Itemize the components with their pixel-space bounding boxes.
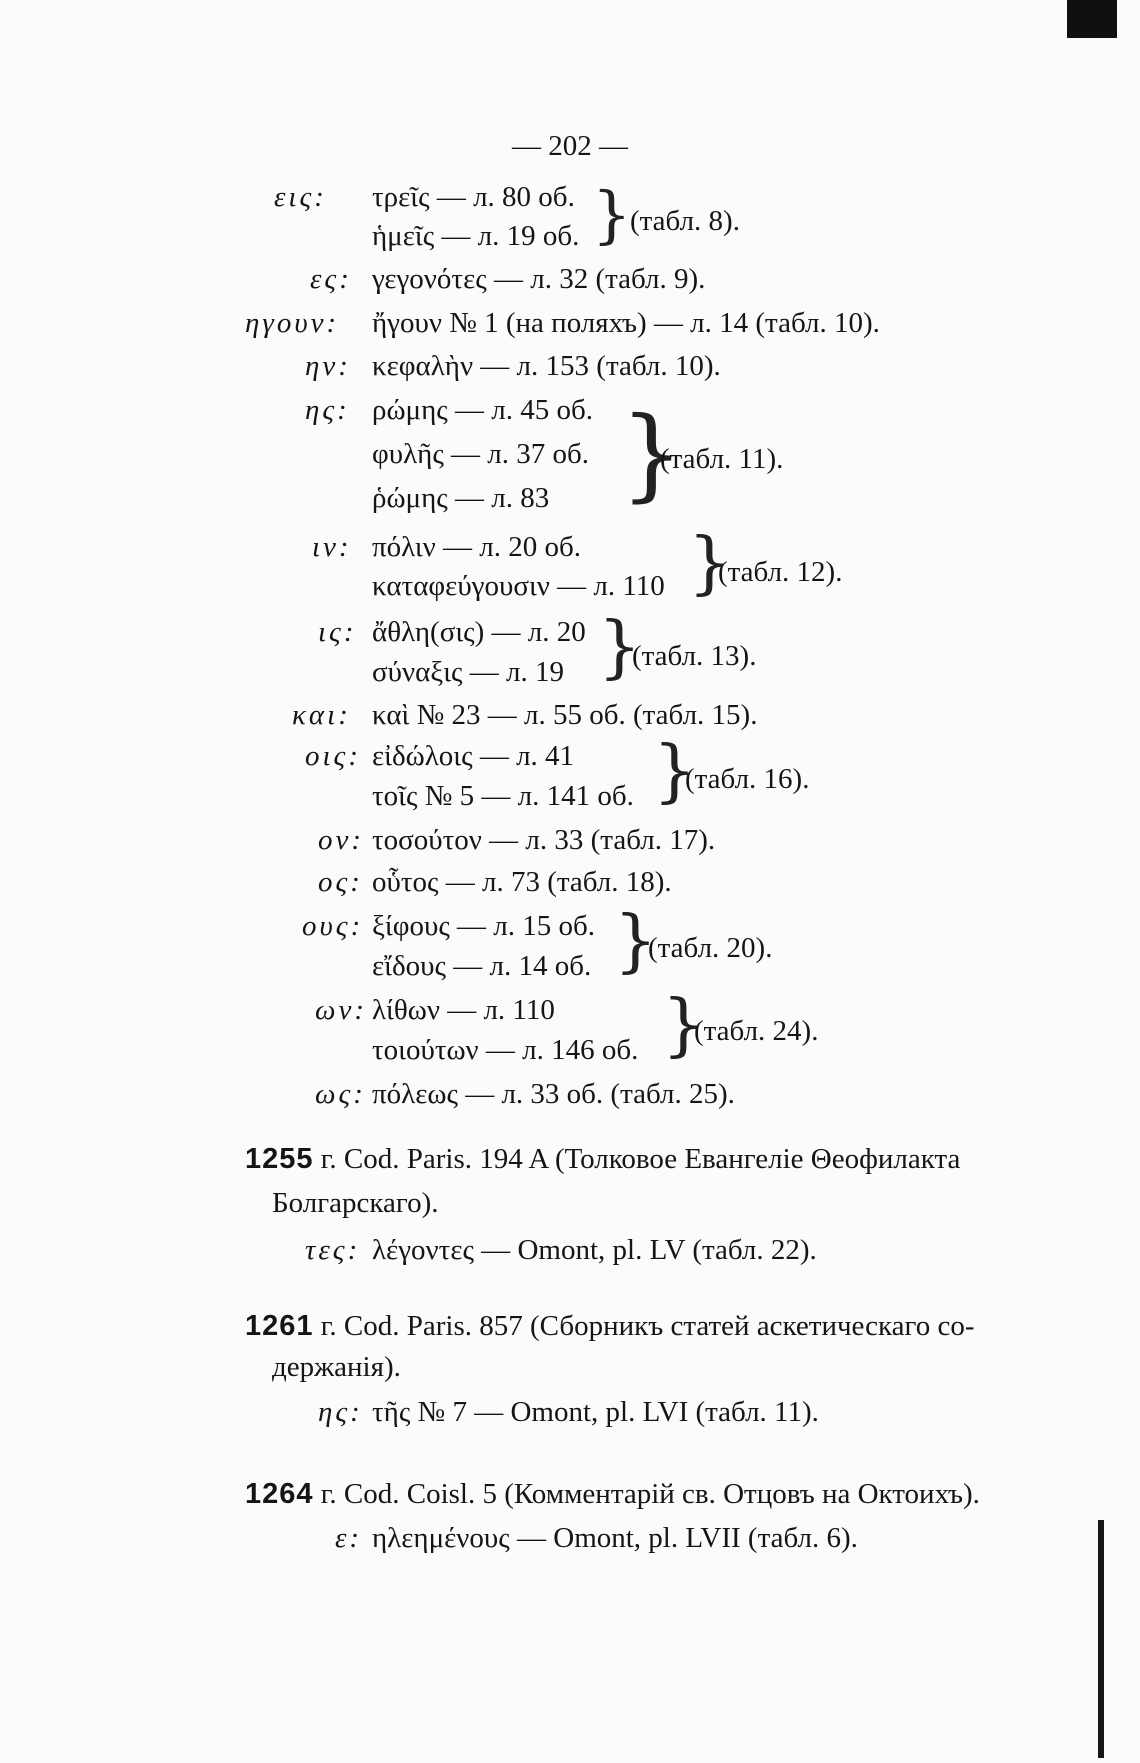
entry-line: σύναξις — л. 19	[372, 656, 564, 688]
entry-ending: ης:	[305, 394, 350, 426]
entry-line: λίθων — л. 110	[372, 994, 555, 1026]
entry-line: πόλεως — л. 33 об. (табл. 25).	[372, 1078, 735, 1110]
entry-ending: τες:	[305, 1234, 361, 1266]
entry-ending: ηγουν:	[245, 307, 340, 339]
section-heading: 1261 г. Cod. Paris. 857 (Сборникъ статей аскетическаго со-	[245, 1310, 975, 1342]
entry-ending: ε:	[335, 1522, 363, 1554]
entry-line: τοιούτων — л. 146 об.	[372, 1034, 639, 1066]
entry-line: γεγονότες — л. 32 (табл. 9).	[372, 263, 706, 295]
entry-ending: ως:	[315, 1078, 366, 1110]
entry-line: ῥώμης — л. 83	[372, 482, 550, 514]
entry-ending: ων:	[315, 994, 368, 1026]
page-number: — 202 —	[512, 130, 628, 162]
section-year: 1261	[245, 1310, 314, 1342]
entry-ending: και:	[292, 699, 351, 731]
table-ref: (табл. 16).	[685, 763, 810, 795]
brace-icon: }	[598, 608, 642, 687]
entry-line: κεφαλὴν — л. 153 (табл. 10).	[372, 350, 721, 382]
scan-ink-mark	[1067, 0, 1117, 38]
entry-line: ἤγουν № 1 (на поляхъ) — л. 14 (табл. 10).	[372, 307, 880, 339]
entry-line: τρεῖς — л. 80 об.	[372, 181, 575, 213]
table-ref: (табл. 8).	[630, 205, 740, 237]
section-heading: 1264 г. Cod. Coisl. 5 (Комментарій св. Отцовъ на Октоихъ).	[245, 1478, 980, 1510]
entry-line: οὗτος — л. 73 (табл. 18).	[372, 866, 672, 898]
brace-icon: }	[653, 732, 697, 811]
section-year: 1264	[245, 1478, 314, 1510]
entry-line: εἰδώλοις — л. 41	[372, 740, 575, 772]
entry-line: πόλιν — л. 20 об.	[372, 531, 581, 563]
entry-ending: οις:	[305, 740, 361, 772]
entry-line: τοσούτον — л. 33 (табл. 17).	[372, 824, 716, 856]
entry-line: καὶ № 23 — л. 55 об. (табл. 15).	[372, 699, 758, 731]
entry-line: φυλῆς — л. 37 об.	[372, 438, 590, 470]
entry-line: καταφεύγουσιν — л. 110	[372, 570, 665, 602]
table-ref: (табл. 13).	[632, 640, 757, 672]
entry-line: ξίφους — л. 15 об.	[372, 910, 596, 942]
entry-ending: ης:	[318, 1396, 363, 1428]
entry-line: ηλεημένους — Omont, pl. LVII (табл. 6).	[372, 1522, 858, 1554]
brace-icon: }	[620, 395, 684, 512]
entry-line: τῆς № 7 — Omont, pl. LVI (табл. 11).	[372, 1396, 819, 1428]
entry-ending: ον:	[318, 824, 365, 856]
section-heading-cont: держанія).	[272, 1351, 401, 1383]
section-heading: 1255 г. Cod. Paris. 194 A (Толковое Евангеліе Θеофилакта	[245, 1143, 961, 1175]
brace-icon: }	[592, 178, 632, 251]
entry-ending: εις:	[274, 181, 327, 213]
entry-ending: ις:	[318, 616, 357, 648]
table-ref: (табл. 12).	[718, 556, 843, 588]
entry-line: λέγοντες — Omont, pl. LV (табл. 22).	[372, 1234, 817, 1266]
brace-icon: }	[614, 902, 658, 981]
entry-ending: ος:	[318, 866, 363, 898]
entry-line: ἡμεῖς — л. 19 об.	[372, 220, 580, 252]
entry-line: ἄθλη(σις) — л. 20	[372, 616, 586, 648]
section-year: 1255	[245, 1143, 314, 1175]
entry-line: τοῖς № 5 — л. 141 об.	[372, 780, 634, 812]
entry-line: εἴδους — л. 14 об.	[372, 950, 592, 982]
entry-ending: ες:	[310, 263, 352, 295]
section-heading-cont: Болгарскаго).	[272, 1187, 439, 1219]
entry-line: ρώμης — л. 45 об.	[372, 394, 593, 426]
table-ref: (табл. 20).	[648, 932, 773, 964]
entry-ending: ην:	[305, 350, 351, 382]
table-ref: (табл. 24).	[694, 1015, 819, 1047]
entry-ending: ους:	[302, 910, 364, 942]
table-ref: (табл. 11).	[660, 443, 784, 475]
brace-icon: }	[688, 524, 732, 603]
scan-edge-line	[1098, 1520, 1104, 1758]
brace-icon: }	[662, 986, 706, 1065]
entry-ending: ιν:	[312, 531, 352, 563]
